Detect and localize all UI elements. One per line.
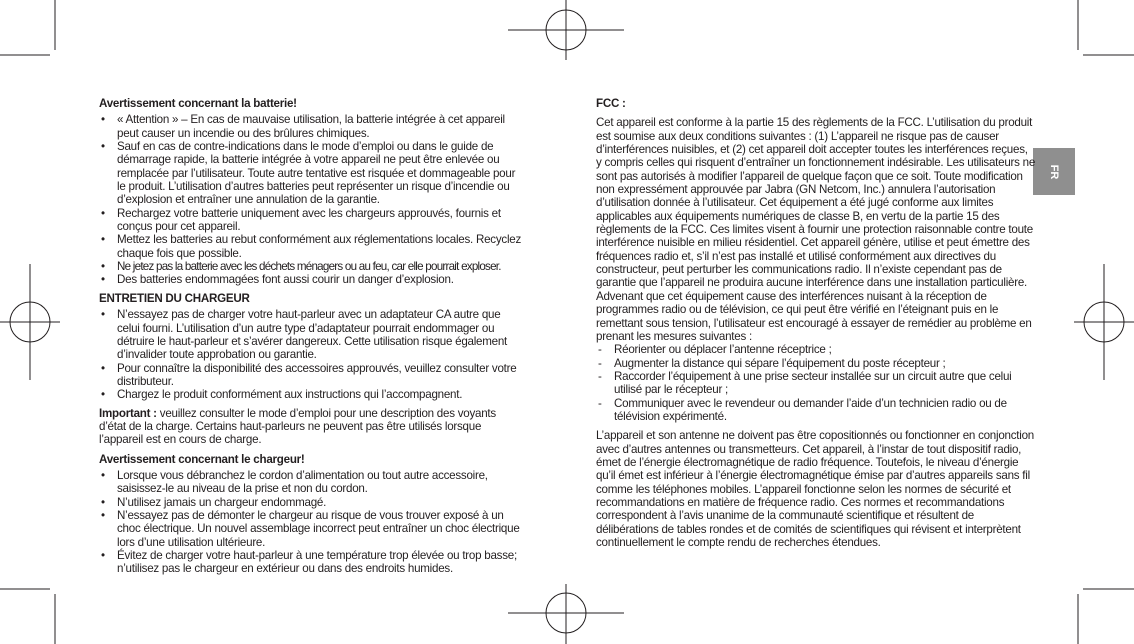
bullet: • [101, 508, 105, 522]
rf-paragraph: L’appareil et son antenne ne doivent pas être copositionnés ou fonctionner en conjonction avec d’autres antennes ou transmetteurs. Cet appareil, à l’instar de tout dispositif radio, émet de l’énergie électromagnétique de radio fréquence. Toutefois, le niveau d’énergie qu’il émet est inférieur à l’énergie électromagnétique émise par d’autres appareils sans fil comme les téléphones mobiles. L’appareil fonctionne selon les normes de sécurité et recommandations en matière de fréquence radio. Ces normes et recommandations correspondent à l’avis unanime de la communauté scientifique et résultent de délibérations de tables rondes et de comités de scientifiques qui révisent et interprètent continuellement le compte rendu de recherches étendues. [596, 429, 1034, 549]
list-item [99, 233, 524, 260]
crop-mark-top-right [1078, 0, 1134, 55]
crop-mark-top-left [0, 0, 55, 55]
dash: - [598, 343, 602, 357]
list-item-text: Mettez les batteries au rebut conformément aux réglementations locales. Recyclez chaque fois que possible. [117, 233, 522, 260]
list-item [99, 140, 524, 207]
charger-care-heading: ENTRETIEN DU CHARGEUR [99, 291, 250, 305]
list-item-text: Pour connaître la disponibilité des accessoires approuvés, veuillez consulter votre distributeur. [117, 361, 517, 388]
fcc-paragraph: Cet appareil est conforme à la partie 15 des règlements de la FCC. L’utilisation du produit est soumise aux deux conditions suivantes : (1) L’appareil ne risque pas de causer d’interférences nuisibles, et (2) cet appareil doit accepter toutes les interférences reçues, y compris celles qui risquent d’entraîner un fonctionnement indésirable. Les utilisateurs ne sont pas autorisés à modifier l’appareil de quelque façon que ce soit. Toute modification non expressément approuvée par Jabra (GN Netcom, Inc.) annulera l’autorisation d’utilisation donnée à l’utilisateur. Cet équipement a été jugé conforme aux limites applicables aux équipements numériques de classe B, en vertu de la partie 15 des règlements de la FCC. Ces limites visent à fournir une protection raisonnable contre toute interférence nuisible en milieu résidentiel. Cet appareil génère, utilise et peut émettre des fréquences radio et, s’il n’est pas installé et utilisé conformément aux directives du constructeur, peut perturber les communications radio. Il n’existe cependant pas de garantie que l’appareil ne produira aucune interférence dans une installation particulière. Advenant que cet équipement cause des interférences nuisant à la réception de programmes radio ou de télévision, ce qui peut être vérifié en l’éteignant puis en le remettant sous tension, l’utilisateur est encouragé à essayer de remédier au problème en prenant les mesures suivantes : [596, 116, 1036, 343]
list-item-text: N’utilisez jamais un chargeur endommagé. [117, 495, 327, 509]
charger-care-list [99, 308, 524, 401]
important-label: Important : [99, 406, 157, 420]
bullet: • [101, 468, 105, 482]
bullet: • [101, 388, 105, 402]
language-tab-label: FR [1048, 164, 1060, 179]
list-item [99, 273, 524, 286]
charger-warning-list [99, 469, 524, 576]
battery-warning-list [99, 113, 524, 286]
list-item-text: Réorienter ou déplacer l’antenne réceptrice ; [614, 343, 832, 357]
list-item [99, 388, 524, 401]
bullet: • [101, 273, 105, 287]
list-item [99, 362, 524, 389]
list-item [99, 549, 524, 576]
bullet: • [101, 113, 105, 127]
list-item [596, 370, 1036, 397]
bullet: • [101, 140, 105, 154]
bullet: • [101, 549, 105, 562]
registration-mark-top [508, 0, 624, 60]
list-item-text: « Attention » – En cas de mauvaise utilisation, la batterie intégrée à cet appareil peut causer un incendie ou des brûlures chimiques. [117, 113, 505, 140]
bullet: • [101, 495, 105, 509]
dash: - [598, 356, 602, 370]
list-item-text: Lorsque vous débranchez le cordon d’alimentation ou tout autre accessoire, saisissez-le au niveau de la prise et non du cordon. [117, 468, 488, 496]
list-item-text: Rechargez votre batterie uniquement avec les chargeurs approuvés, fournis et conçus pour cet appareil. [117, 206, 501, 234]
crop-mark-bottom-right [1078, 589, 1134, 644]
registration-mark-right [1074, 264, 1134, 380]
dash: - [598, 369, 602, 383]
charger-warning-heading: Avertissement concernant le chargeur! [99, 452, 305, 466]
registration-mark-left [0, 264, 60, 380]
important-text: veuillez consulter le mode d’emploi pour une description des voyants d’état de la charge. Certains haut-parleurs ne peuvent pas être utilisés lorsque l’appareil est en cours de charge. [99, 406, 496, 447]
list-item-text: Raccorder l’équipement à une prise secteur installée sur un circuit autre que celui utilisé par le récepteur ; [614, 369, 1012, 397]
important-note [99, 407, 524, 447]
language-tab [1033, 148, 1075, 195]
bullet: • [101, 206, 105, 220]
registration-mark-bottom [508, 584, 624, 644]
left-column [99, 97, 524, 581]
fcc-heading: FCC : [596, 97, 626, 110]
right-column [596, 97, 1036, 555]
list-item-text: Des batteries endommagées font aussi courir un danger d’explosion. [117, 273, 454, 287]
crop-mark-bottom-left [0, 589, 55, 644]
dash: - [598, 396, 602, 410]
list-item-text: Évitez de charger votre haut-parleur à une température trop élevée ou trop basse; n’utilisez pas le chargeur en extérieur ou dans des endroits humides. [117, 549, 517, 576]
fcc-measures-list [596, 343, 1036, 423]
list-item-text: N’essayez pas de démonter le chargeur au risque de vous trouver exposé à un choc électrique. Un nouvel assemblage incorrect peut entraîner un choc électrique lors d’une utilisation ultérieure. [117, 508, 520, 549]
bullet: • [101, 233, 105, 247]
list-item [99, 509, 524, 549]
list-item [596, 397, 1036, 424]
bullet: • [101, 361, 105, 375]
list-item [99, 113, 524, 140]
list-item-text: Ne jetez pas la batterie avec les déchets ménagers ou au feu, car elle pourrait exploser. [117, 260, 501, 274]
list-item-text: N’essayez pas de charger votre haut-parleur avec un adaptateur CA autre que celui fourni. L’utilisation d’un autre type d’adaptateur pourrait endommager ou détruire le haut-parleur et s’avérer dangereux. Cette utilisation risque également d’invalider toute approbation ou garantie. [117, 308, 508, 362]
list-item-text: Communiquer avec le revendeur ou demander l’aide d’un technicien radio ou de télévision expérimenté. [614, 396, 1007, 423]
list-item [99, 308, 524, 361]
list-item [99, 496, 524, 509]
list-item [99, 469, 524, 496]
bullet: • [101, 308, 105, 322]
list-item-text: Sauf en cas de contre-indications dans le mode d’emploi ou dans le guide de démarrage rapide, la batterie intégrée à votre appareil ne peut être enlevée ou remplacée par l’utilisateur. Toute autre tentative est risquée et dommageable pour le produit. L’utilisation d’autres batteries peut représenter un risque d’incendie ou d’explosion et entraîner une annulation de la garantie. [117, 140, 516, 207]
battery-warning-heading: Avertissement concernant la batterie! [99, 97, 297, 110]
list-item [99, 207, 524, 234]
list-item-text: Chargez le produit conformément aux instructions qui l’accompagnent. [117, 388, 463, 402]
bullet: • [101, 260, 105, 274]
list-item [596, 343, 1036, 356]
list-item-text: Augmenter la distance qui sépare l’équipement du poste récepteur ; [614, 356, 946, 370]
list-item [99, 260, 524, 273]
list-item [596, 357, 1036, 370]
